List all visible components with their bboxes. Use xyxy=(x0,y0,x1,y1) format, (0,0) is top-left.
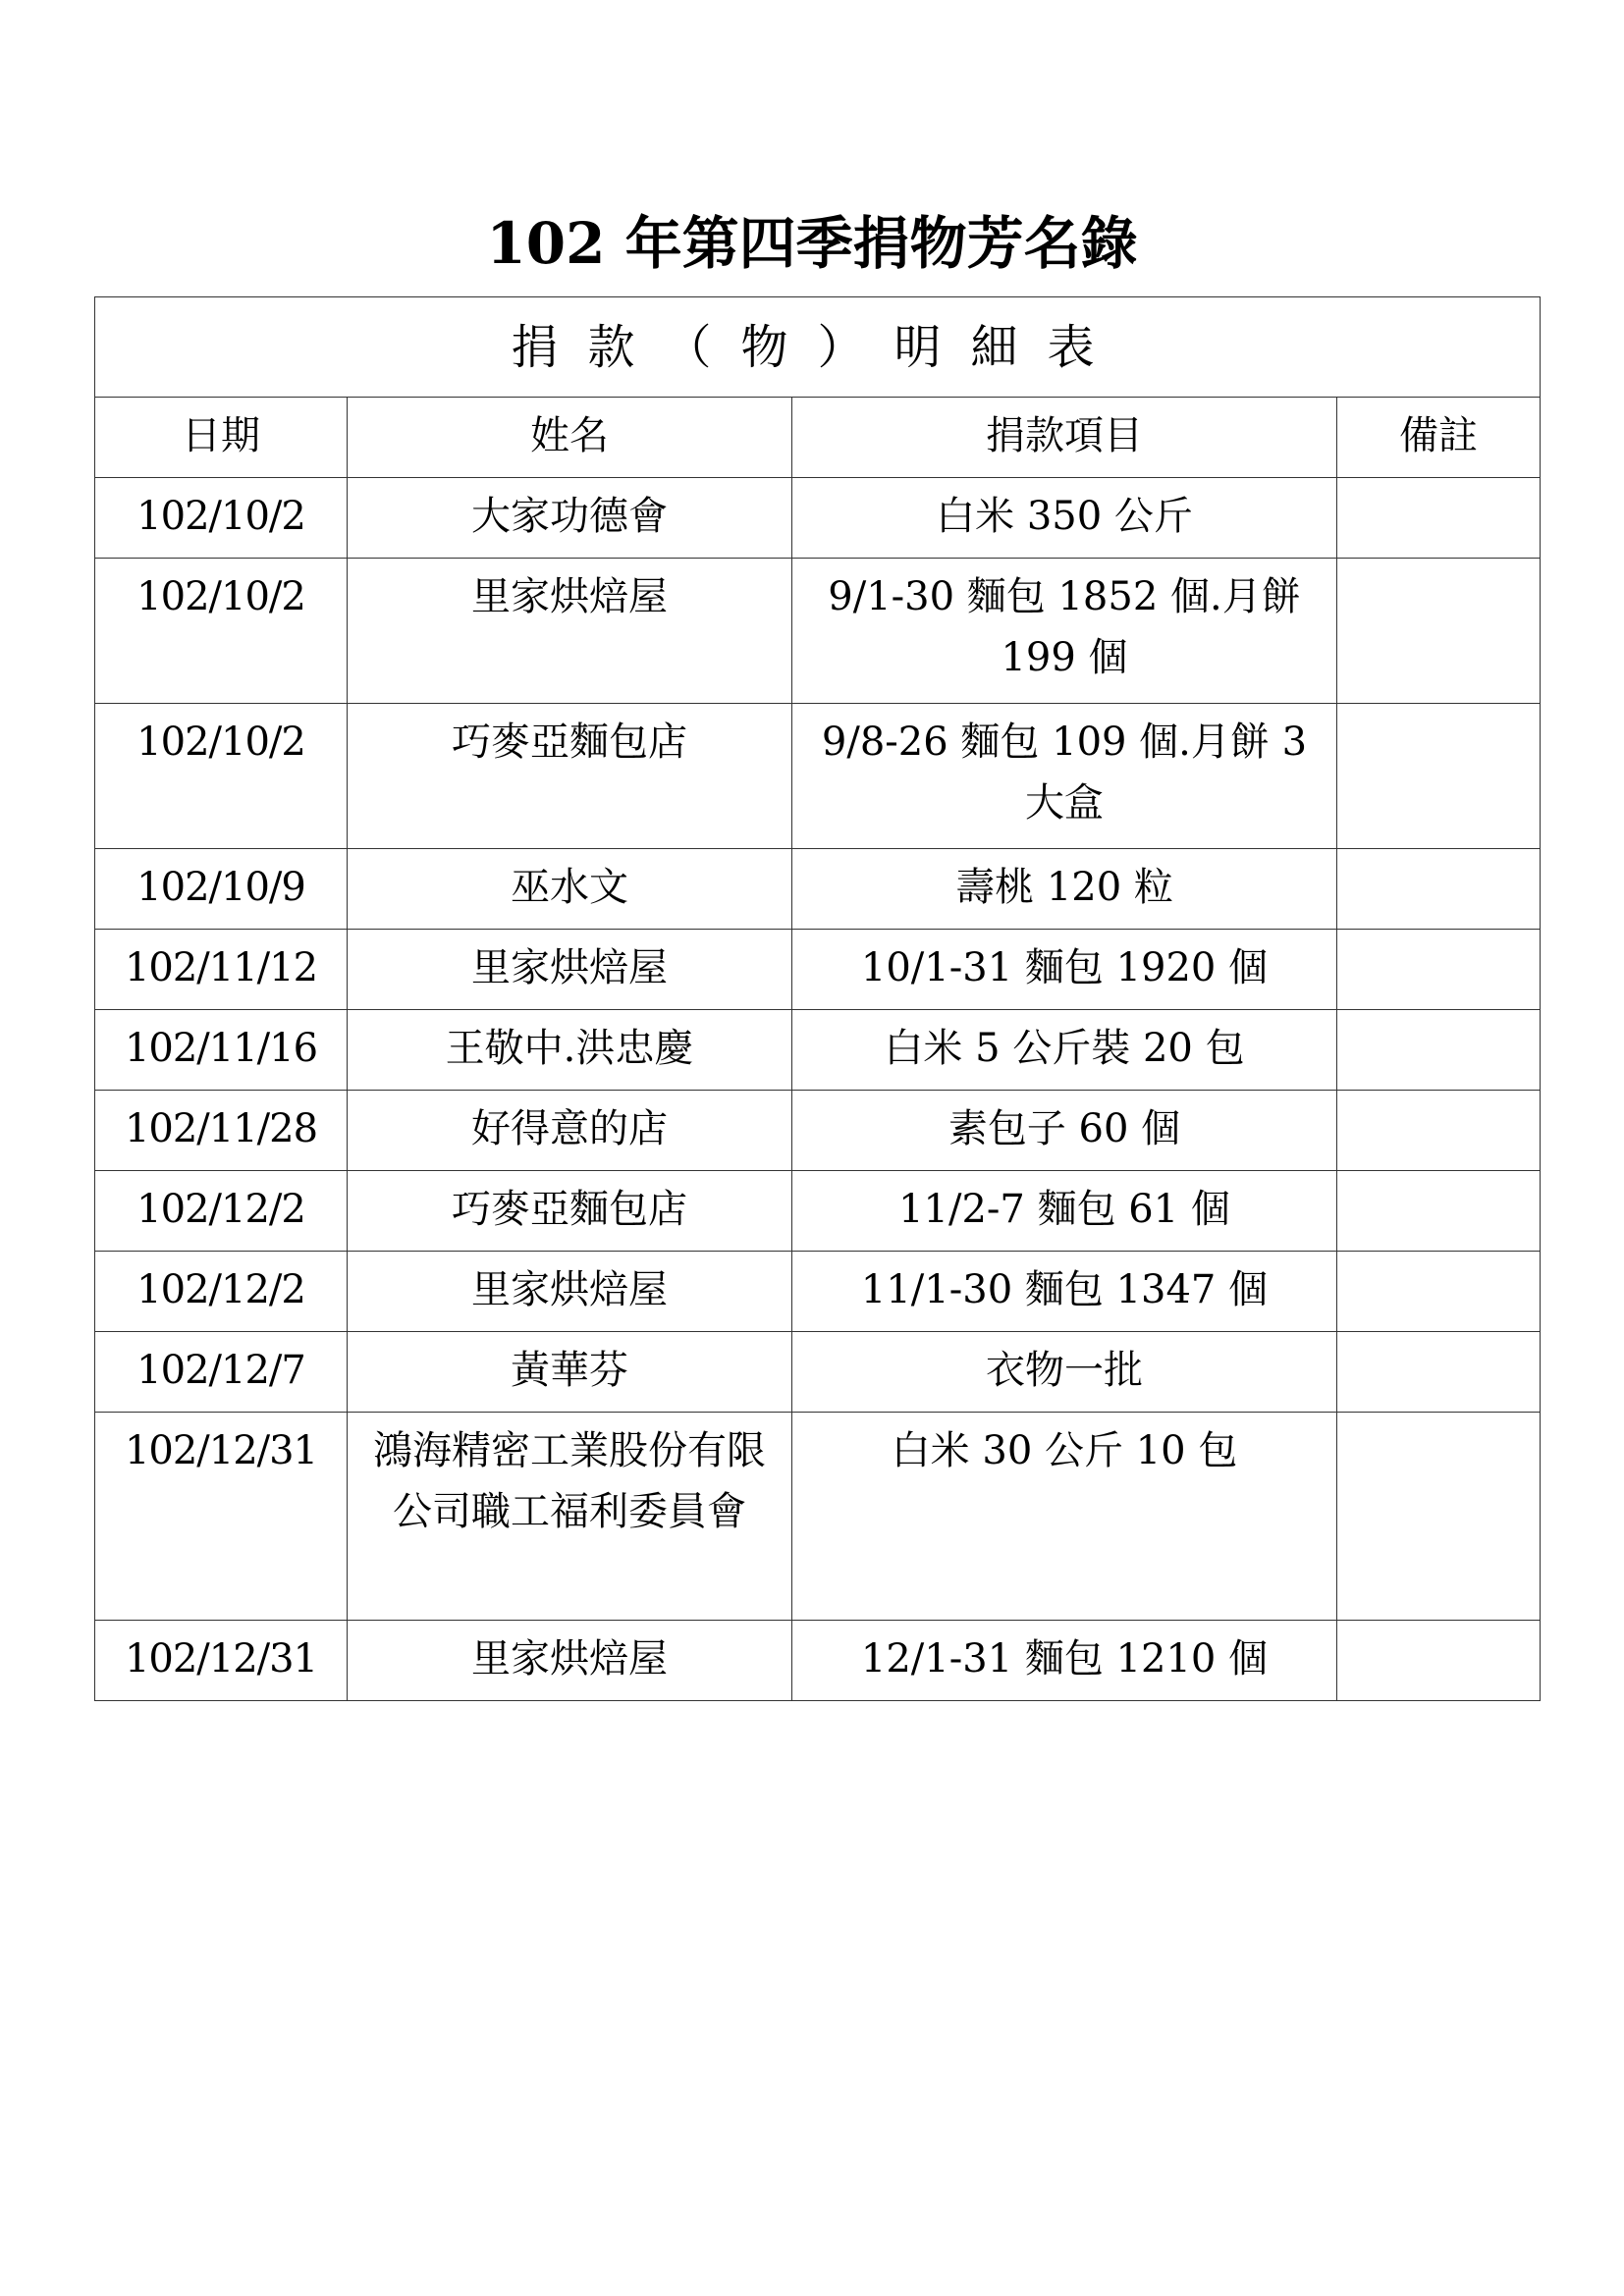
name-cell: 巫水文 xyxy=(348,849,792,930)
date-cell: 102/11/12 xyxy=(95,930,348,1010)
note-cell xyxy=(1337,1621,1541,1701)
name-cell: 里家烘焙屋 xyxy=(348,1252,792,1332)
table-row xyxy=(95,930,1541,1010)
table-row xyxy=(95,849,1541,930)
header-name: 姓名 xyxy=(348,398,792,478)
date-cell: 102/10/9 xyxy=(95,849,348,930)
page-title: 102 年第四季捐物芳名錄 xyxy=(486,210,1138,277)
table-row xyxy=(95,1332,1541,1413)
item-cell: 11/2-7 麵包 61 個 xyxy=(792,1171,1337,1252)
item-cell: 9/8-26 麵包 109 個.月餅 3 大盒 xyxy=(792,704,1337,849)
header-note: 備註 xyxy=(1337,398,1541,478)
table-row xyxy=(95,478,1541,559)
name-cell: 大家功德會 xyxy=(348,478,792,559)
name-cell: 鴻海精密工業股份有限公司職工福利委員會 xyxy=(348,1413,792,1621)
table-row xyxy=(95,1171,1541,1252)
date-cell: 102/10/2 xyxy=(95,478,348,559)
name-cell: 黃華芬 xyxy=(348,1332,792,1413)
date-cell: 102/12/7 xyxy=(95,1332,348,1413)
table-row xyxy=(95,704,1541,849)
date-cell: 102/12/31 xyxy=(95,1413,348,1621)
note-cell xyxy=(1337,1171,1541,1252)
date-cell: 102/11/16 xyxy=(95,1010,348,1091)
item-cell: 素包子 60 個 xyxy=(792,1091,1337,1171)
note-cell xyxy=(1337,1091,1541,1171)
date-cell: 102/10/2 xyxy=(95,559,348,704)
name-cell: 巧麥亞麵包店 xyxy=(348,1171,792,1252)
table-row xyxy=(95,1413,1541,1621)
item-cell: 白米 30 公斤 10 包 xyxy=(792,1413,1337,1621)
date-cell: 102/12/2 xyxy=(95,1252,348,1332)
table-row xyxy=(95,559,1541,704)
item-cell: 白米 350 公斤 xyxy=(792,478,1337,559)
header-item: 捐款項目 xyxy=(792,398,1337,478)
table-row xyxy=(95,1010,1541,1091)
table-row xyxy=(95,1091,1541,1171)
name-cell: 里家烘焙屋 xyxy=(348,1621,792,1701)
item-cell: 白米 5 公斤裝 20 包 xyxy=(792,1010,1337,1091)
note-cell xyxy=(1337,704,1541,849)
table-caption: 捐款（物）明細表 xyxy=(95,297,1541,398)
name-cell: 里家烘焙屋 xyxy=(348,559,792,704)
table-header-row xyxy=(95,398,1541,478)
note-cell xyxy=(1337,930,1541,1010)
item-cell: 壽桃 120 粒 xyxy=(792,849,1337,930)
note-cell xyxy=(1337,1010,1541,1091)
table-caption-row xyxy=(95,297,1541,398)
name-cell: 王敬中.洪忠慶 xyxy=(348,1010,792,1091)
note-cell xyxy=(1337,1332,1541,1413)
table-row xyxy=(95,1252,1541,1332)
header-date: 日期 xyxy=(95,398,348,478)
note-cell xyxy=(1337,559,1541,704)
item-cell: 12/1-31 麵包 1210 個 xyxy=(792,1621,1337,1701)
date-cell: 102/12/31 xyxy=(95,1621,348,1701)
note-cell xyxy=(1337,1252,1541,1332)
date-cell: 102/11/28 xyxy=(95,1091,348,1171)
note-cell xyxy=(1337,478,1541,559)
name-cell: 巧麥亞麵包店 xyxy=(348,704,792,849)
item-cell: 9/1-30 麵包 1852 個.月餅 199 個 xyxy=(792,559,1337,704)
name-cell: 里家烘焙屋 xyxy=(348,930,792,1010)
note-cell xyxy=(1337,1413,1541,1621)
name-cell: 好得意的店 xyxy=(348,1091,792,1171)
note-cell xyxy=(1337,849,1541,930)
table-row xyxy=(95,1621,1541,1701)
item-cell: 10/1-31 麵包 1920 個 xyxy=(792,930,1337,1010)
donation-table xyxy=(94,296,1541,1701)
item-cell: 11/1-30 麵包 1347 個 xyxy=(792,1252,1337,1332)
date-cell: 102/12/2 xyxy=(95,1171,348,1252)
item-cell: 衣物一批 xyxy=(792,1332,1337,1413)
date-cell: 102/10/2 xyxy=(95,704,348,849)
